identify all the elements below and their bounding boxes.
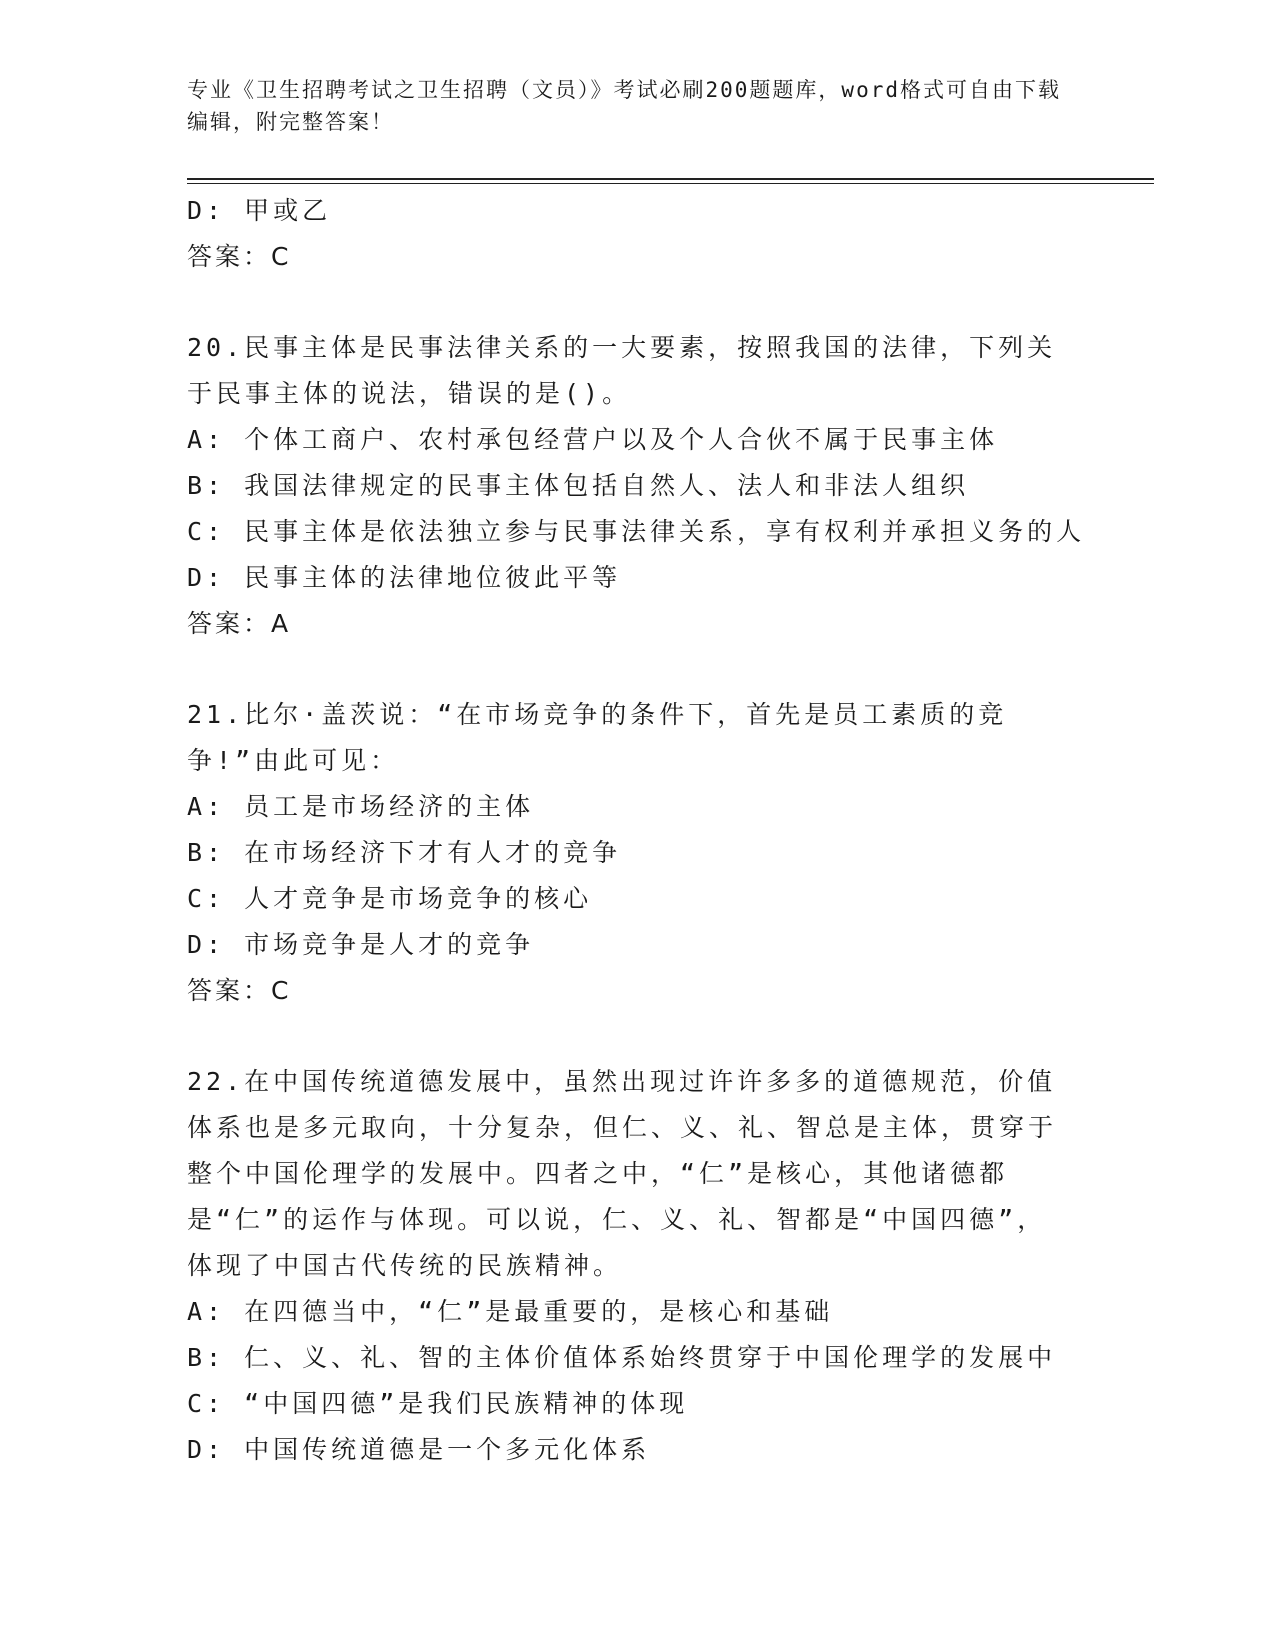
option-c: C: “中国四德”是我们民族精神的体现 bbox=[187, 1389, 689, 1418]
option-c: C: 人才竞争是市场竞争的核心 bbox=[187, 884, 593, 913]
answer: 答案：C bbox=[187, 976, 292, 1005]
option-b: B: 在市场经济下才有人才的竞争 bbox=[187, 838, 622, 867]
question-text: 21.比尔·盖茨说：“在市场竞争的条件下，首先是员工素质的竞争!”由此可见： bbox=[187, 700, 1008, 775]
option-d: D: 民事主体的法律地位彼此平等 bbox=[187, 563, 622, 592]
option-d: D: 中国传统道德是一个多元化体系 bbox=[187, 1435, 651, 1464]
option-a: A: 个体工商户、农村承包经营户以及个人合伙不属于民事主体 bbox=[187, 425, 999, 454]
option-a: A: 在四德当中，“仁”是最重要的，是核心和基础 bbox=[187, 1297, 834, 1326]
question-text: 22.在中国传统道德发展中，虽然出现过许许多多的道德规范，价值体系也是多元取向，十分复杂，但仁、义、礼、智总是主体，贯穿于整个中国伦理学的发展中。四者之中，“仁”是核心，其他诸德都是“仁”的运作与体现。可以说，仁、义、礼、智都是“中国四德”，体现了中国古代传统的民族精神。 bbox=[187, 1067, 1058, 1280]
option-d: D: 甲或乙 bbox=[187, 196, 332, 225]
question-text: 20.民事主体是民事法律关系的一大要素，按照我国的法律，下列关于民事主体的说法，错误的是()。 bbox=[187, 333, 1057, 408]
option-c: C: 民事主体是依法独立参与民事法律关系，享有权利并承担义务的人 bbox=[187, 517, 1086, 546]
answer: 答案：A bbox=[187, 609, 292, 638]
question-content bbox=[187, 188, 1087, 1473]
option-d: D: 市场竞争是人才的竞争 bbox=[187, 930, 535, 959]
option-b: B: 仁、义、礼、智的主体价值体系始终贯穿于中国伦理学的发展中 bbox=[187, 1343, 1057, 1372]
page-header: 专业《卫生招聘考试之卫生招聘（文员）》考试必刷200题题库，word格式可自由下载编辑，附完整答案！ bbox=[187, 78, 1061, 134]
header-rule-thin bbox=[187, 183, 1154, 184]
answer: 答案：C bbox=[187, 242, 292, 271]
header-rule-thick bbox=[187, 178, 1154, 180]
option-b: B: 我国法律规定的民事主体包括自然人、法人和非法人组织 bbox=[187, 471, 970, 500]
option-a: A: 员工是市场经济的主体 bbox=[187, 792, 535, 821]
